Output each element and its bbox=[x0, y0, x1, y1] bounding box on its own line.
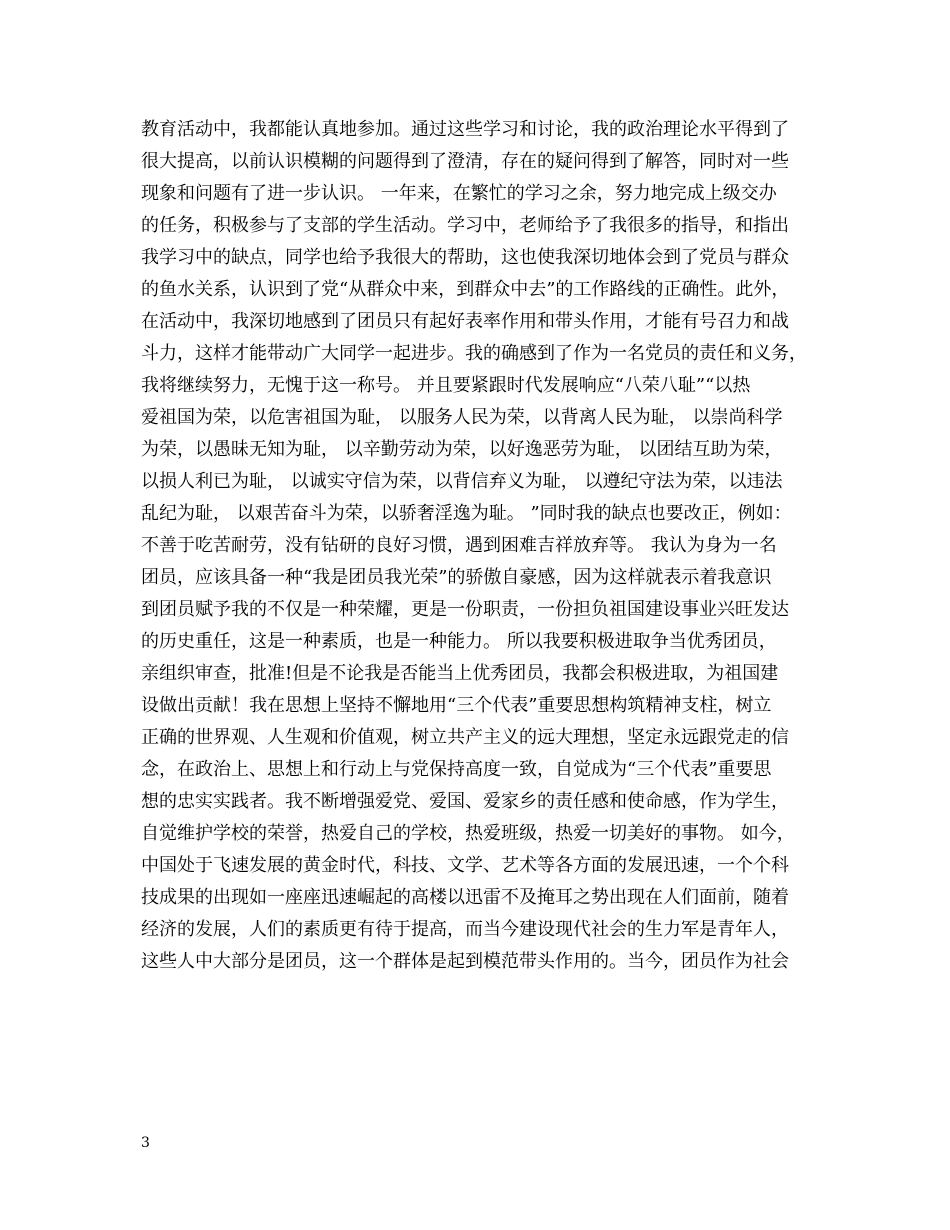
text-line: 的鱼水关系，认识到了党“从群众中来，到群众中去”的工作路线的正确性。此外， bbox=[141, 279, 790, 300]
text-line: 亲组织审查，批准!但是不论我是否能当上优秀团员，我都会积极进取，为祖国建 bbox=[141, 663, 779, 684]
text-line: 爱祖国为荣，以危害祖国为耻， 以服务人民为荣，以背离人民为耻， 以崇尚科学 bbox=[141, 407, 783, 428]
text-line: 这些人中大部分是团员，这一个群体是起到模范带头作用的。当今，团员作为社会 bbox=[141, 951, 789, 972]
text-line: 设做出贡献！我在思想上坚持不懈地用“三个代表”重要思想构筑精神支柱，树立 bbox=[141, 695, 772, 716]
text-line: 教育活动中，我都能认真地参加。通过这些学习和讨论，我的政治理论水平得到了 bbox=[141, 119, 789, 140]
text-line: 在活动中，我深切地感到了团员只有起好表率作用和带头作用，才能有号召力和战 bbox=[141, 311, 789, 332]
text-line: 技成果的出现如一座座迅速崛起的高楼以迅雷不及掩耳之势出现在人们面前，随着 bbox=[141, 887, 789, 908]
text-line: 不善于吃苦耐劳，没有钻研的良好习惯，遇到困难吉祥放弃等。 我认为身为一名 bbox=[141, 535, 777, 556]
text-line: 团员，应该具备一种“我是团员我光荣”的骄傲自豪感，因为这样就表示着我意识 bbox=[141, 567, 772, 588]
page-number: 3 bbox=[141, 1135, 150, 1151]
text-line: 中国处于飞速发展的黄金时代，科技、文学、艺术等各方面的发展迅速，一个个科 bbox=[141, 855, 789, 876]
body-text bbox=[141, 114, 831, 978]
text-line: 的任务，积极参与了支部的学生活动。学习中，老师给予了我很多的指导，和指出 bbox=[141, 215, 789, 236]
text-line: 以损人利已为耻， 以诚实守信为荣，以背信弃义为耻， 以遵纪守法为荣，以违法 bbox=[141, 471, 783, 492]
text-line: 到团员赋予我的不仅是一种荣耀，更是一份职责，一份担负祖国建设事业兴旺发达 bbox=[141, 599, 789, 620]
text-line: 我将继续努力，无愧于这一称号。 并且要紧跟时代发展响应“八荣八耻”“以热 bbox=[141, 375, 751, 396]
text-line: 正确的世界观、人生观和价值观，树立共产主义的远大理想，坚定永远跟党走的信 bbox=[141, 727, 789, 748]
text-line: 我学习中的缺点，同学也给予我很大的帮助，这也使我深切地体会到了党员与群众 bbox=[141, 247, 789, 268]
text-line: 乱纪为耻， 以艰苦奋斗为荣，以骄奢淫逸为耻。 ”同时我的缺点也要改正，例如： bbox=[141, 503, 792, 524]
text-line: 想的忠实实践者。我不断增强爱党、爱国、爱家乡的责任感和使命感，作为学生， bbox=[141, 791, 789, 812]
text-line: 现象和问题有了进一步认识。 一年来，在繁忙的学习之余，努力地完成上级交办 bbox=[141, 183, 777, 204]
text-line: 自觉维护学校的荣誉，热爱自己的学校，热爱班级，热爱一切美好的事物。 如今， bbox=[141, 823, 795, 844]
text-line: 的历史重任，这是一种素质，也是一种能力。 所以我要积极进取争当优秀团员， bbox=[141, 631, 777, 652]
text-line: 经济的发展，人们的素质更有待于提高，而当今建设现代社会的生力军是青年人， bbox=[141, 919, 789, 940]
text-line: 为荣，以愚昧无知为耻， 以辛勤劳动为荣，以好逸恶劳为耻， 以团结互助为荣， bbox=[141, 439, 783, 460]
text-line: 很大提高，以前认识模糊的问题得到了澄清，存在的疑问得到了解答，同时对一些 bbox=[141, 151, 789, 172]
text-line: 斗力，这样才能带动广大同学一起进步。我的确感到了作为一名党员的责任和义务， bbox=[141, 343, 807, 364]
text-line: 念，在政治上、思想上和行动上与党保持高度一致，自觉成为“三个代表”重要思 bbox=[141, 759, 772, 780]
